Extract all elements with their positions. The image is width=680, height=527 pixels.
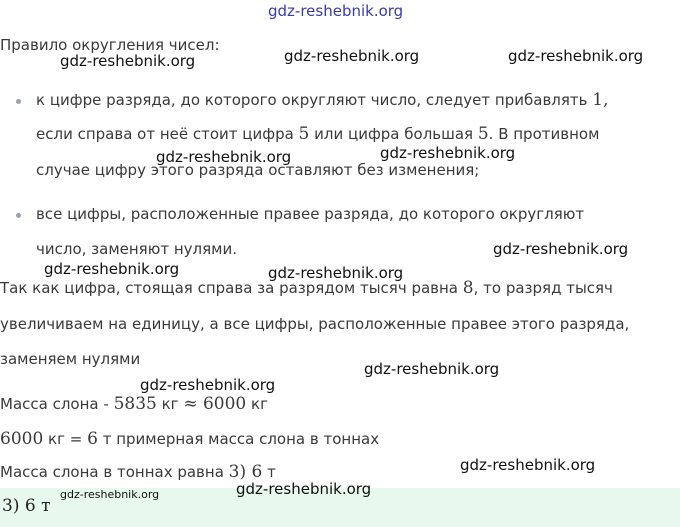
bullet-text: . В противном xyxy=(488,125,600,143)
bullet-text: к цифре разряда, до которого округляют число, следует прибавлять xyxy=(36,91,593,109)
bullet-2-line-1: все цифры, расположенные правее разряда, до которого округляют xyxy=(36,205,585,223)
unit-text: т xyxy=(262,463,276,481)
answer-option: 3) xyxy=(228,462,247,482)
watermark-text: gdz-reshebnik.org xyxy=(156,148,292,166)
bullet-2-line-2: число, заменяют нулями. xyxy=(36,240,237,258)
explanation-text: , то разряд тысяч xyxy=(473,279,613,297)
explanation-text: Так как цифра, стоящая справа за разрядом тысяч равна xyxy=(0,279,463,297)
approx-symbol: ≈ xyxy=(183,394,198,414)
math-number: 8 xyxy=(462,278,474,298)
math-number: 6 xyxy=(246,462,263,482)
math-number: 6000 xyxy=(0,429,44,449)
watermark-text: gdz-reshebnik.org xyxy=(284,47,420,65)
bullet-1-line-1 xyxy=(36,90,608,110)
mass-line xyxy=(0,394,268,414)
bullet-marker xyxy=(16,213,21,218)
tons-answer-line xyxy=(0,462,276,482)
watermark-text: gdz-reshebnik.org xyxy=(380,144,516,162)
watermark-text: gdz-reshebnik.org xyxy=(508,47,644,65)
unit-text: кг = xyxy=(43,430,88,448)
math-number: 6000 xyxy=(197,394,247,414)
tons-text: примерная масса слона в тоннах xyxy=(111,430,380,448)
watermark-text: gdz-reshebnik.org xyxy=(60,52,196,70)
watermark-text: gdz-reshebnik.org xyxy=(236,480,372,498)
math-number: 5835 xyxy=(113,394,157,414)
explanation-line-2: увеличиваем на единицу, а все цифры, расположенные правее этого разряда, xyxy=(0,315,630,333)
unit-text: кг xyxy=(246,395,268,413)
watermark-text: gdz-reshebnik.org xyxy=(460,456,596,474)
final-answer: 3) 6 т xyxy=(2,496,51,516)
mass-label: Масса слона - xyxy=(0,395,114,413)
bullet-text: или цифра большая xyxy=(309,125,478,143)
explanation-line-3: заменяем нулями xyxy=(0,350,141,368)
watermark-text: gdz-reshebnik.org xyxy=(268,264,404,282)
bullet-1-line-3: случае цифру этого разряда оставляют без изменения; xyxy=(36,161,480,179)
unit-text: кг xyxy=(156,395,184,413)
math-number: 1, xyxy=(592,90,609,110)
watermark-text: gdz-reshebnik.org xyxy=(140,376,276,394)
bullet-marker xyxy=(16,99,21,104)
watermark-text: gdz-reshebnik.org xyxy=(60,488,160,501)
rule-title: Правило округления чисел: xyxy=(0,36,220,54)
bullet-1-line-2 xyxy=(36,124,599,144)
bullet-text: если справа от неё стоит цифра xyxy=(36,125,299,143)
math-number: 5 xyxy=(477,124,489,144)
unit-text: т xyxy=(97,430,112,448)
watermark-text: gdz-reshebnik.org xyxy=(268,2,404,20)
answer-label: Масса слона в тоннах равна xyxy=(0,463,229,481)
watermark-text: gdz-reshebnik.org xyxy=(44,260,180,278)
math-number: 5 xyxy=(298,124,310,144)
tons-line xyxy=(0,429,379,449)
watermark-text: gdz-reshebnik.org xyxy=(364,360,500,378)
math-number: 6 xyxy=(87,429,98,449)
watermark-text: gdz-reshebnik.org xyxy=(493,240,629,258)
